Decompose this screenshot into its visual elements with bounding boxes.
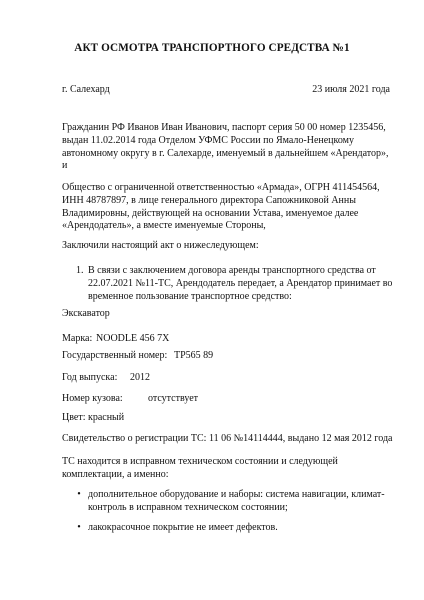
document-title: АКТ ОСМОТРА ТРАНСПОРТНОГО СРЕДСТВА №1 bbox=[74, 42, 350, 54]
text-line: автономному округу в г. Салехарде, именуемый в дальнейшем «Арендатор», bbox=[62, 147, 389, 159]
brand-label: Марка: bbox=[62, 333, 93, 344]
landlord-paragraph bbox=[62, 182, 397, 233]
text-line: В связи с заключением договора аренды транспортного средства от bbox=[88, 265, 376, 276]
text-line: ИНН 48787897, в лице генерального директора Сапожниковой Анны bbox=[62, 194, 356, 206]
document-place: г. Салехард bbox=[62, 84, 110, 95]
text-line: лакокрасочное покрытие не имеет дефектов. bbox=[88, 522, 278, 533]
body-number-label: Номер кузова: bbox=[62, 393, 123, 404]
text-line: временное пользование транспортное средство: bbox=[88, 290, 292, 302]
plate-label: Государственный номер: bbox=[62, 350, 168, 361]
text-line: и bbox=[62, 160, 68, 172]
item-number: 1. bbox=[76, 265, 84, 276]
text-line: ТС находится в исправном техническом состоянии и следующей bbox=[62, 456, 338, 467]
bullet-icon: • bbox=[77, 522, 81, 533]
brand-value: NOODLE 456 7X bbox=[96, 333, 170, 344]
bullet-item bbox=[88, 522, 398, 535]
text-line: Гражданин РФ Иванов Иван Иванович, паспорт серия 50 00 номер 1235456, bbox=[62, 122, 386, 133]
year-label: Год выпуска: bbox=[62, 372, 118, 383]
intro-line: Заключили настоящий акт о нижеследующем: bbox=[62, 240, 259, 251]
text-line: комплектации, а именно: bbox=[62, 468, 169, 480]
year-value: 2012 bbox=[130, 372, 150, 383]
text-line: 22.07.2021 №11-ТС, Арендодатель передает, а Арендатор принимает во bbox=[88, 277, 393, 289]
document-date: 23 июля 2021 года bbox=[312, 84, 390, 95]
item-1-text bbox=[88, 265, 398, 303]
condition-paragraph bbox=[62, 456, 397, 482]
plate-value: ТР565 89 bbox=[174, 350, 214, 361]
bullet-icon: • bbox=[77, 489, 81, 500]
registration-certificate: Свидетельство о регистрации ТС: 11 06 №14114444, выдано 12 мая 2012 года bbox=[62, 433, 393, 444]
text-line: Владимировны, действующей на основании Устава, именуемое далее bbox=[62, 207, 359, 219]
text-line: контроль в исправном техническом состоянии; bbox=[88, 501, 288, 513]
text-line: «Арендодатель», а вместе именуемые Стороны, bbox=[62, 220, 266, 232]
vehicle-type: Экскаватор bbox=[62, 308, 110, 319]
text-line: выдан 11.02.2014 года Отделом УФМС России по Ямало-Ненецкому bbox=[62, 134, 355, 146]
body-number-value: отсутствует bbox=[148, 393, 199, 404]
color-line: Цвет: красный bbox=[62, 412, 125, 423]
bullet-item bbox=[88, 489, 398, 515]
text-line: Общество с ограниченной ответственностью «Армада», ОГРН 411454564, bbox=[62, 182, 380, 193]
tenant-paragraph bbox=[62, 122, 397, 173]
text-line: дополнительное оборудование и наборы: система навигации, климат- bbox=[88, 489, 385, 500]
